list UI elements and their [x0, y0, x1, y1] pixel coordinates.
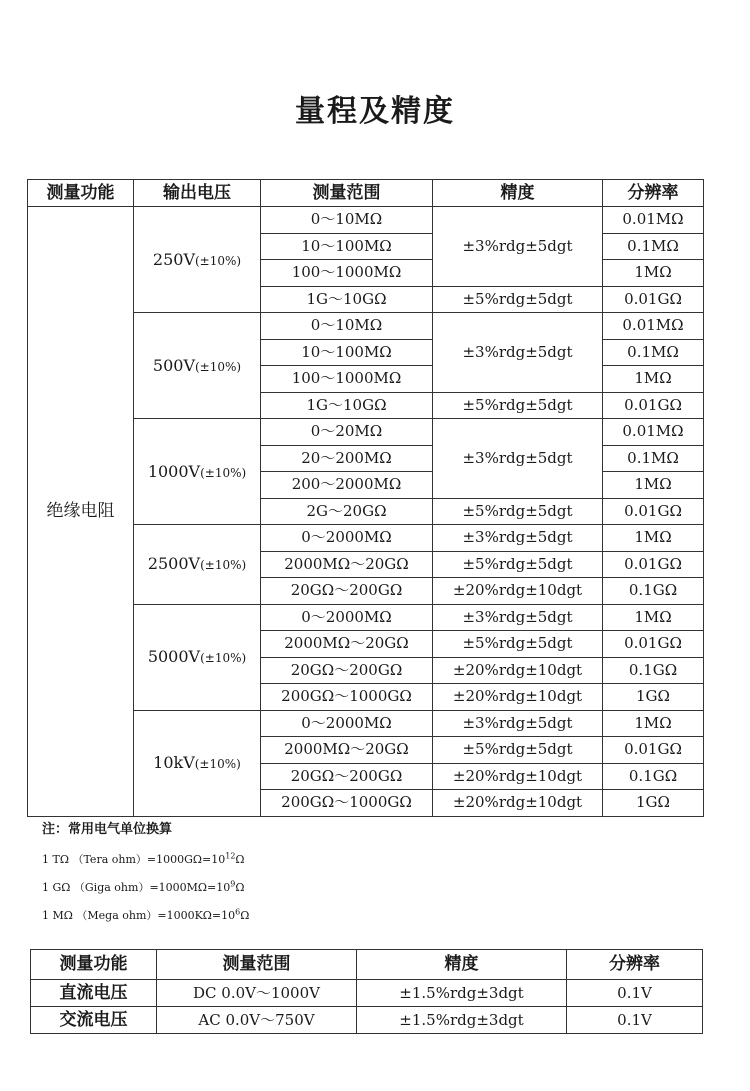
resolution-cell: 0.01GΩ	[603, 392, 704, 419]
accuracy-cell: ±5%rdg±5dgt	[433, 392, 603, 419]
range-cell: 1G～10GΩ	[261, 392, 433, 419]
voltage-value: 5000V	[147, 647, 201, 666]
resolution-cell: 0.1V	[567, 1007, 703, 1034]
voltage-cell	[134, 419, 261, 525]
header-accuracy: 精度	[357, 950, 567, 980]
voltage-cell	[134, 710, 261, 816]
range-cell: 0～2000MΩ	[261, 710, 433, 737]
resolution-cell: 0.01GΩ	[603, 286, 704, 313]
accuracy-cell: ±3%rdg±5dgt	[433, 419, 603, 499]
range-cell: DC 0.0V～1000V	[157, 980, 357, 1007]
range-cell: 20GΩ～200GΩ	[261, 578, 433, 605]
resolution-cell: 0.01GΩ	[603, 631, 704, 658]
note-exponent: 6	[235, 907, 241, 917]
note-exponent: 9	[230, 879, 236, 889]
range-cell: 2000MΩ～20GΩ	[261, 631, 433, 658]
page-title: 量程及精度	[295, 94, 455, 129]
resolution-cell: 1GΩ	[603, 684, 704, 711]
resolution-cell: 1GΩ	[603, 790, 704, 817]
note-unit: Ω	[235, 881, 245, 894]
voltage-value: 500V	[152, 355, 195, 375]
range-cell: 0～2000MΩ	[261, 604, 433, 631]
range-cell: 0～10MΩ	[261, 207, 433, 234]
header-resolution: 分辨率	[567, 950, 703, 980]
range-cell: AC 0.0V～750V	[157, 1007, 357, 1034]
range-cell: 1G～10GΩ	[261, 286, 433, 313]
range-cell: 10～100MΩ	[261, 233, 433, 260]
range-cell: 100～1000MΩ	[261, 366, 433, 393]
voltage-cell	[134, 207, 261, 313]
accuracy-cell: ±3%rdg±5dgt	[433, 604, 603, 631]
range-cell: 200GΩ～1000GΩ	[261, 684, 433, 711]
voltage-value: 2500V	[147, 554, 201, 574]
header-resolution: 分辨率	[603, 180, 704, 207]
note-line-tera	[42, 851, 720, 865]
range-cell: 2G～20GΩ	[261, 498, 433, 525]
resolution-cell: 1MΩ	[603, 472, 704, 499]
voltage-measurement-table	[30, 949, 703, 1034]
resolution-cell: 1MΩ	[603, 525, 704, 552]
resolution-cell: 0.1V	[567, 980, 703, 1007]
voltage-tolerance: (±10%)	[195, 359, 242, 374]
unit-conversion-notes	[30, 818, 720, 935]
note-unit: Ω	[235, 853, 245, 866]
note-line-mega	[42, 907, 720, 921]
table-header-row	[28, 180, 704, 207]
table-row	[28, 207, 704, 234]
range-cell: 2000MΩ～20GΩ	[261, 551, 433, 578]
note-line-giga	[42, 879, 720, 893]
voltage-value: 1000V	[147, 461, 201, 481]
notes-heading: 注：常用电气单位换算	[42, 822, 173, 837]
range-cell: 0～2000MΩ	[261, 525, 433, 552]
voltage-cell	[134, 525, 261, 605]
accuracy-cell: ±5%rdg±5dgt	[433, 286, 603, 313]
table-row	[31, 1007, 703, 1034]
accuracy-cell: ±20%rdg±10dgt	[433, 790, 603, 817]
resolution-cell: 1MΩ	[603, 710, 704, 737]
accuracy-cell: ±5%rdg±5dgt	[433, 631, 603, 658]
resolution-cell: 0.01MΩ	[603, 419, 704, 446]
range-cell: 20GΩ～200GΩ	[261, 763, 433, 790]
accuracy-cell: ±3%rdg±5dgt	[433, 207, 603, 287]
table-header-row	[31, 950, 703, 980]
resolution-cell: 0.1MΩ	[603, 445, 704, 472]
accuracy-cell: ±5%rdg±5dgt	[433, 551, 603, 578]
range-cell: 200～2000MΩ	[261, 472, 433, 499]
note-exponent: 12	[225, 851, 236, 861]
accuracy-cell: ±5%rdg±5dgt	[433, 737, 603, 764]
resolution-cell: 0.1GΩ	[603, 578, 704, 605]
header-accuracy: 精度	[433, 180, 603, 207]
resolution-cell: 0.1MΩ	[603, 339, 704, 366]
accuracy-cell: ±20%rdg±10dgt	[433, 578, 603, 605]
range-cell: 100～1000MΩ	[261, 260, 433, 287]
voltage-cell	[134, 313, 261, 419]
resolution-cell: 0.1MΩ	[603, 233, 704, 260]
resolution-cell: 0.1GΩ	[603, 763, 704, 790]
accuracy-cell: ±20%rdg±10dgt	[433, 684, 603, 711]
accuracy-cell: ±3%rdg±5dgt	[433, 710, 603, 737]
accuracy-cell: ±20%rdg±10dgt	[433, 763, 603, 790]
resolution-cell: 0.01GΩ	[603, 737, 704, 764]
header-range: 测量范围	[261, 180, 433, 207]
voltage-cell	[134, 604, 261, 710]
header-output-voltage: 输出电压	[134, 180, 261, 207]
voltage-tolerance: (±10%)	[194, 757, 241, 771]
voltage-tolerance: (±10%)	[195, 253, 242, 268]
resolution-cell: 0.01GΩ	[603, 498, 704, 525]
table-row	[31, 980, 703, 1007]
note-text: 1 GΩ （Giga ohm）=1000MΩ=10	[42, 881, 231, 894]
accuracy-cell: ±1.5%rdg±3dgt	[357, 980, 567, 1007]
note-unit: Ω	[240, 909, 250, 922]
range-cell: 20～200MΩ	[261, 445, 433, 472]
accuracy-cell: ±1.5%rdg±3dgt	[357, 1007, 567, 1034]
header-function: 测量功能	[28, 180, 134, 207]
resolution-cell: 0.01GΩ	[603, 551, 704, 578]
note-text: 1 MΩ （Mega ohm）=1000KΩ=10	[42, 909, 236, 922]
header-function: 测量功能	[31, 950, 157, 980]
header-range: 测量范围	[157, 950, 357, 980]
accuracy-cell: ±5%rdg±5dgt	[433, 498, 603, 525]
resolution-cell: 1MΩ	[603, 260, 704, 287]
range-cell: 0～20MΩ	[261, 419, 433, 446]
voltage-tolerance: (±10%)	[200, 651, 247, 665]
voltage-tolerance: (±10%)	[200, 465, 247, 480]
function-cell: 绝缘电阻	[28, 207, 134, 817]
resolution-cell: 0.1GΩ	[603, 657, 704, 684]
accuracy-cell: ±3%rdg±5dgt	[433, 313, 603, 393]
range-cell: 0～10MΩ	[261, 313, 433, 340]
accuracy-cell: ±3%rdg±5dgt	[433, 525, 603, 552]
voltage-tolerance: (±10%)	[200, 558, 247, 573]
insulation-resistance-table	[27, 179, 704, 817]
function-cell: 交流电压	[31, 1007, 157, 1034]
range-cell: 200GΩ～1000GΩ	[261, 790, 433, 817]
range-cell: 10～100MΩ	[261, 339, 433, 366]
voltage-value: 250V	[152, 249, 195, 269]
range-cell: 2000MΩ～20GΩ	[261, 737, 433, 764]
function-cell: 直流电压	[31, 980, 157, 1007]
range-cell: 20GΩ～200GΩ	[261, 657, 433, 684]
note-text: 1 TΩ （Tera ohm）=1000GΩ=10	[42, 853, 226, 866]
voltage-value: 10kV	[153, 753, 195, 772]
resolution-cell: 0.01MΩ	[603, 313, 704, 340]
resolution-cell: 1MΩ	[603, 366, 704, 393]
resolution-cell: 1MΩ	[603, 604, 704, 631]
resolution-cell: 0.01MΩ	[603, 207, 704, 234]
accuracy-cell: ±20%rdg±10dgt	[433, 657, 603, 684]
